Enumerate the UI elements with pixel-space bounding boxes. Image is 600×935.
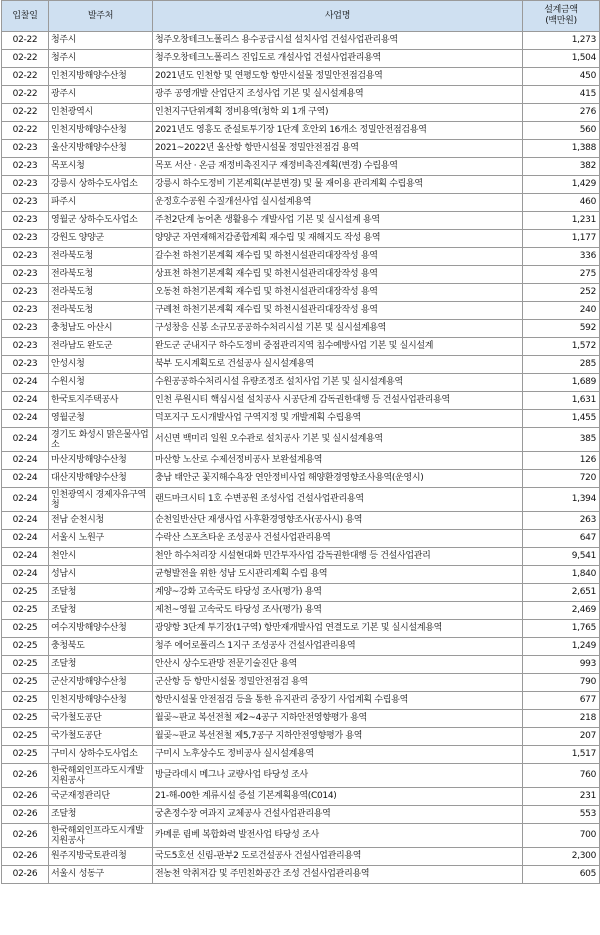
table-row <box>2 674 600 692</box>
table-row <box>2 410 600 428</box>
cell-agency: 조달청 <box>49 584 153 602</box>
cell-date: 02-24 <box>2 488 49 512</box>
cell-project: 궁촌정수장 여과지 교체공사 건설사업관리용역 <box>153 806 523 824</box>
cell-project: 구성창응 신봉 소규모공공하수처리시설 기본 및 실시설계용역 <box>153 320 523 338</box>
table-row <box>2 140 600 158</box>
cell-agency: 한국해외인프라도시개발지원공사 <box>49 764 153 788</box>
cell-project: 청주오창테크노폴리스 용수공급시설 설치사업 건설사업관리용역 <box>153 32 523 50</box>
cell-agency: 성남시 <box>49 566 153 584</box>
cell-agency: 조달청 <box>49 602 153 620</box>
table-row <box>2 728 600 746</box>
cell-project: 청주오창테크노폴리스 진입도로 개설사업 건설사업관리용역 <box>153 50 523 68</box>
cell-agency: 인천광역시 경제자유구역청 <box>49 488 153 512</box>
cell-amount: 336 <box>523 248 600 266</box>
cell-date: 02-24 <box>2 530 49 548</box>
cell-amount: 560 <box>523 122 600 140</box>
header-agency: 발주처 <box>49 1 153 32</box>
cell-agency: 영월군 상하수도사업소 <box>49 212 153 230</box>
cell-agency: 전라북도청 <box>49 302 153 320</box>
cell-date: 02-23 <box>2 212 49 230</box>
cell-agency: 청주시 <box>49 32 153 50</box>
table-row <box>2 470 600 488</box>
cell-agency: 군산지방해양수산청 <box>49 674 153 692</box>
cell-date: 02-26 <box>2 806 49 824</box>
cell-project: 갈수천 하천기본계획 재수립 및 하천시설관리대장작성 용역 <box>153 248 523 266</box>
cell-project: 강릉시 하수도정비 기본계획(부분변경) 및 물 재이용 관리계획 수립용역 <box>153 176 523 194</box>
cell-amount: 1,840 <box>523 566 600 584</box>
table-row <box>2 806 600 824</box>
cell-project: 주천2단계 농어촌 생활용수 개발사업 기본 및 실시설계 용역 <box>153 212 523 230</box>
cell-project: 군산항 등 항만시설물 정밀안전점검 용역 <box>153 674 523 692</box>
cell-date: 02-23 <box>2 158 49 176</box>
cell-project: 월곶~판교 복선전철 제5,7공구 지하안전영향평가 용역 <box>153 728 523 746</box>
cell-project: 상표천 하천기본계획 재수립 및 하천시설관리대장작성 용역 <box>153 266 523 284</box>
cell-project: 운정호수공원 수질개선사업 실시설계용역 <box>153 194 523 212</box>
cell-date: 02-22 <box>2 104 49 122</box>
table-row <box>2 512 600 530</box>
cell-amount: 720 <box>523 470 600 488</box>
cell-agency: 광주시 <box>49 86 153 104</box>
cell-agency: 서울시 성동구 <box>49 866 153 884</box>
cell-agency: 조달청 <box>49 806 153 824</box>
cell-date: 02-24 <box>2 452 49 470</box>
cell-amount: 218 <box>523 710 600 728</box>
cell-project: 전농천 악취저감 및 주민친화공간 조성 건설사업관리용역 <box>153 866 523 884</box>
cell-amount: 1,249 <box>523 638 600 656</box>
cell-project: 항만시설물 안전점검 등을 통한 유지관리 중장기 사업계획 수립용역 <box>153 692 523 710</box>
cell-date: 02-24 <box>2 512 49 530</box>
cell-date: 02-25 <box>2 710 49 728</box>
cell-amount: 1,273 <box>523 32 600 50</box>
cell-project: 계양~강화 고속국도 타당성 조사(평가) 용역 <box>153 584 523 602</box>
cell-agency: 전남 순천시청 <box>49 512 153 530</box>
cell-agency: 원주지방국토관리청 <box>49 848 153 866</box>
cell-date: 02-24 <box>2 410 49 428</box>
cell-agency: 여수지방해양수산청 <box>49 620 153 638</box>
table-row <box>2 488 600 512</box>
cell-amount: 275 <box>523 266 600 284</box>
cell-amount: 126 <box>523 452 600 470</box>
table-row <box>2 176 600 194</box>
table-body <box>2 32 600 884</box>
table-row <box>2 86 600 104</box>
cell-project: 제천~영월 고속국도 타당성 조사(평가) 용역 <box>153 602 523 620</box>
cell-project: 구례천 하천기본계획 재수립 및 하천시설관리대장작성 용역 <box>153 302 523 320</box>
header-amount <box>523 1 600 32</box>
header-row <box>2 1 600 32</box>
table-row <box>2 248 600 266</box>
cell-amount: 605 <box>523 866 600 884</box>
cell-agency: 전라북도청 <box>49 266 153 284</box>
table-row <box>2 194 600 212</box>
cell-agency: 천안시 <box>49 548 153 566</box>
table-row <box>2 392 600 410</box>
cell-amount: 1,631 <box>523 392 600 410</box>
table-row <box>2 656 600 674</box>
table-row <box>2 548 600 566</box>
cell-project: 수원공공하수처리시설 유량조정조 설치사업 기본 및 실시설계용역 <box>153 374 523 392</box>
cell-project: 광주 공영개발 산업단지 조성사업 기본 및 실시설계용역 <box>153 86 523 104</box>
table-row <box>2 638 600 656</box>
cell-date: 02-24 <box>2 392 49 410</box>
cell-date: 02-24 <box>2 566 49 584</box>
cell-agency: 강릉시 상하수도사업소 <box>49 176 153 194</box>
cell-date: 02-23 <box>2 194 49 212</box>
cell-date: 02-23 <box>2 248 49 266</box>
cell-amount: 207 <box>523 728 600 746</box>
table-row <box>2 584 600 602</box>
cell-date: 02-23 <box>2 320 49 338</box>
cell-amount: 592 <box>523 320 600 338</box>
cell-agency: 마산지방해양수산청 <box>49 452 153 470</box>
cell-date: 02-23 <box>2 176 49 194</box>
table-row <box>2 266 600 284</box>
cell-date: 02-26 <box>2 788 49 806</box>
cell-project: 수락산 스포츠타운 조성공사 건설사업관리용역 <box>153 530 523 548</box>
cell-date: 02-23 <box>2 230 49 248</box>
cell-project: 청주 에어로폴리스 1지구 조성공사 건설사업관리용역 <box>153 638 523 656</box>
table-row <box>2 566 600 584</box>
cell-date: 02-25 <box>2 602 49 620</box>
cell-agency: 울산지방해양수산청 <box>49 140 153 158</box>
table-row <box>2 374 600 392</box>
cell-date: 02-26 <box>2 866 49 884</box>
cell-agency: 인천지방해양수산청 <box>49 692 153 710</box>
cell-agency: 영월군청 <box>49 410 153 428</box>
cell-amount: 1,572 <box>523 338 600 356</box>
cell-amount: 231 <box>523 788 600 806</box>
table-row <box>2 692 600 710</box>
table-row <box>2 302 600 320</box>
table-row <box>2 602 600 620</box>
cell-amount: 553 <box>523 806 600 824</box>
cell-date: 02-25 <box>2 692 49 710</box>
cell-project: 양양군 자연재해저감종합계획 재수립 및 재해지도 작성 용역 <box>153 230 523 248</box>
table-row <box>2 764 600 788</box>
cell-agency: 국가철도공단 <box>49 728 153 746</box>
cell-project: 서신면 백미리 일원 오수관로 설치공사 기본 및 실시설계용역 <box>153 428 523 452</box>
cell-agency: 전라북도청 <box>49 248 153 266</box>
bid-table-container <box>1 0 599 884</box>
cell-amount: 677 <box>523 692 600 710</box>
cell-amount: 240 <box>523 302 600 320</box>
cell-agency: 청주시 <box>49 50 153 68</box>
cell-amount: 993 <box>523 656 600 674</box>
cell-project: 인천 루원시티 핵심시설 설치공사 시공단계 감독권한대행 등 건설사업관리용역 <box>153 392 523 410</box>
cell-date: 02-25 <box>2 746 49 764</box>
cell-date: 02-22 <box>2 86 49 104</box>
cell-project: 순천일반산단 재생사업 사후환경영향조사(공사시) 용역 <box>153 512 523 530</box>
cell-amount: 1,388 <box>523 140 600 158</box>
cell-project: 방글라데시 메그나 교량사업 타당성 조사 <box>153 764 523 788</box>
cell-amount: 1,455 <box>523 410 600 428</box>
cell-amount: 760 <box>523 764 600 788</box>
table-row <box>2 620 600 638</box>
table-row <box>2 212 600 230</box>
header-date: 입찰일 <box>2 1 49 32</box>
cell-project: 국도5호선 신림-판부2 도로건설공사 건설사업관리용역 <box>153 848 523 866</box>
cell-project: 안산시 상수도관망 전문기술진단 용역 <box>153 656 523 674</box>
table-row <box>2 104 600 122</box>
cell-date: 02-22 <box>2 50 49 68</box>
table-row <box>2 50 600 68</box>
cell-date: 02-23 <box>2 356 49 374</box>
cell-project: 완도군 군내지구 하수도정비 중점관리지역 침수예방사업 기본 및 실시설계 <box>153 338 523 356</box>
bid-table <box>1 0 600 884</box>
cell-agency: 목포시청 <box>49 158 153 176</box>
cell-agency: 강원도 양양군 <box>49 230 153 248</box>
cell-amount: 385 <box>523 428 600 452</box>
table-row <box>2 788 600 806</box>
cell-amount: 2,469 <box>523 602 600 620</box>
cell-project: 랜드마크시티 1호 수변공원 조성사업 건설사업관리용역 <box>153 488 523 512</box>
cell-project: 2021년도 영흥도 준설토투기장 1단계 호안외 16개소 정밀안전점검용역 <box>153 122 523 140</box>
cell-project: 덕포지구 도시개발사업 구역지정 및 개발계획 수립용역 <box>153 410 523 428</box>
table-row <box>2 338 600 356</box>
cell-date: 02-23 <box>2 140 49 158</box>
cell-project: 천안 하수처리장 시설현대화 민간투자사업 감독권한대행 등 건설사업관리 <box>153 548 523 566</box>
cell-project: 21-해-00한 계류시설 증설 기본계획용역(C014) <box>153 788 523 806</box>
table-row <box>2 866 600 884</box>
cell-project: 카메룬 림베 복합화력 발전사업 타당성 조사 <box>153 824 523 848</box>
cell-agency: 경기도 화성시 맑은물사업소 <box>49 428 153 452</box>
header-amount-line2: (백만원) <box>545 16 577 26</box>
cell-amount: 647 <box>523 530 600 548</box>
table-row <box>2 428 600 452</box>
table-row <box>2 746 600 764</box>
cell-project: 균형발전을 위한 성남 도시관리계획 수립 용역 <box>153 566 523 584</box>
cell-date: 02-25 <box>2 656 49 674</box>
cell-agency: 수원시청 <box>49 374 153 392</box>
table-row <box>2 230 600 248</box>
cell-date: 02-26 <box>2 824 49 848</box>
cell-project: 목포 서산 · 온금 재정비촉진지구 재정비촉진계획(변경) 수립용역 <box>153 158 523 176</box>
table-row <box>2 122 600 140</box>
cell-amount: 1,765 <box>523 620 600 638</box>
cell-date: 02-24 <box>2 470 49 488</box>
cell-date: 02-25 <box>2 728 49 746</box>
cell-agency: 인천지방해양수산청 <box>49 68 153 86</box>
cell-amount: 276 <box>523 104 600 122</box>
cell-agency: 한국토지주택공사 <box>49 392 153 410</box>
cell-agency: 국가철도공단 <box>49 710 153 728</box>
cell-date: 02-26 <box>2 848 49 866</box>
cell-amount: 1,394 <box>523 488 600 512</box>
cell-date: 02-23 <box>2 338 49 356</box>
cell-project: 월곶~판교 복선전철 제2~4공구 지하안전영향평가 용역 <box>153 710 523 728</box>
cell-date: 02-22 <box>2 122 49 140</box>
cell-amount: 700 <box>523 824 600 848</box>
table-row <box>2 356 600 374</box>
cell-project: 오동천 하천기본계획 재수립 및 하천시설관리대장작성 용역 <box>153 284 523 302</box>
cell-agency: 한국해외인프라도시개발지원공사 <box>49 824 153 848</box>
cell-project: 2021년도 인천항 및 연평도항 항만시설물 정밀안전점검용역 <box>153 68 523 86</box>
cell-project: 광양항 3단계 투기장(1구역) 항만재개발사업 연결도로 기본 및 실시설계용역 <box>153 620 523 638</box>
cell-amount: 1,504 <box>523 50 600 68</box>
cell-project: 북부 도시계획도로 건설공사 실시설계용역 <box>153 356 523 374</box>
cell-agency: 구미시 상하수도사업소 <box>49 746 153 764</box>
cell-date: 02-22 <box>2 68 49 86</box>
cell-amount: 2,300 <box>523 848 600 866</box>
cell-date: 02-24 <box>2 548 49 566</box>
cell-amount: 263 <box>523 512 600 530</box>
cell-amount: 1,689 <box>523 374 600 392</box>
cell-date: 02-24 <box>2 374 49 392</box>
table-row <box>2 452 600 470</box>
cell-agency: 파주시 <box>49 194 153 212</box>
cell-date: 02-22 <box>2 32 49 50</box>
cell-amount: 460 <box>523 194 600 212</box>
table-row <box>2 848 600 866</box>
table-row <box>2 320 600 338</box>
header-project: 사업명 <box>153 1 523 32</box>
cell-date: 02-23 <box>2 284 49 302</box>
cell-agency: 인천지방해양수산청 <box>49 122 153 140</box>
cell-agency: 충청북도 <box>49 638 153 656</box>
cell-amount: 9,541 <box>523 548 600 566</box>
cell-amount: 790 <box>523 674 600 692</box>
cell-amount: 285 <box>523 356 600 374</box>
cell-agency: 인천광역시 <box>49 104 153 122</box>
table-row <box>2 158 600 176</box>
cell-amount: 1,517 <box>523 746 600 764</box>
cell-project: 구미시 노후상수도 정비공사 실시설계용역 <box>153 746 523 764</box>
cell-project: 마산항 노산로 수제선정비공사 보완설계용역 <box>153 452 523 470</box>
cell-agency: 조달청 <box>49 656 153 674</box>
cell-amount: 252 <box>523 284 600 302</box>
header-amount-line1: 설계금액 <box>544 5 578 15</box>
cell-project: 충남 태안군 꽃지해수욕장 연안정비사업 해양환경영향조사용역(운영시) <box>153 470 523 488</box>
cell-agency: 국군재정관리단 <box>49 788 153 806</box>
table-row <box>2 824 600 848</box>
cell-date: 02-23 <box>2 302 49 320</box>
cell-date: 02-26 <box>2 764 49 788</box>
table-row <box>2 284 600 302</box>
cell-date: 02-24 <box>2 428 49 452</box>
cell-date: 02-25 <box>2 620 49 638</box>
cell-project: 2021~2022년 울산항 항만시설물 정밀안전점검 용역 <box>153 140 523 158</box>
cell-agency: 대산지방해양수산청 <box>49 470 153 488</box>
table-row <box>2 710 600 728</box>
cell-date: 02-25 <box>2 638 49 656</box>
cell-agency: 전라남도 완도군 <box>49 338 153 356</box>
cell-amount: 1,231 <box>523 212 600 230</box>
cell-amount: 2,651 <box>523 584 600 602</box>
table-row <box>2 68 600 86</box>
cell-amount: 1,177 <box>523 230 600 248</box>
cell-agency: 전라북도청 <box>49 284 153 302</box>
cell-amount: 415 <box>523 86 600 104</box>
cell-project: 인천지구단위계획 정비용역(청학 외 1개 구역) <box>153 104 523 122</box>
cell-agency: 안성시청 <box>49 356 153 374</box>
cell-date: 02-23 <box>2 266 49 284</box>
cell-date: 02-25 <box>2 584 49 602</box>
cell-amount: 382 <box>523 158 600 176</box>
cell-amount: 1,429 <box>523 176 600 194</box>
table-row <box>2 530 600 548</box>
cell-agency: 충청남도 아산시 <box>49 320 153 338</box>
cell-agency: 서울시 노원구 <box>49 530 153 548</box>
table-row <box>2 32 600 50</box>
cell-amount: 450 <box>523 68 600 86</box>
cell-date: 02-25 <box>2 674 49 692</box>
